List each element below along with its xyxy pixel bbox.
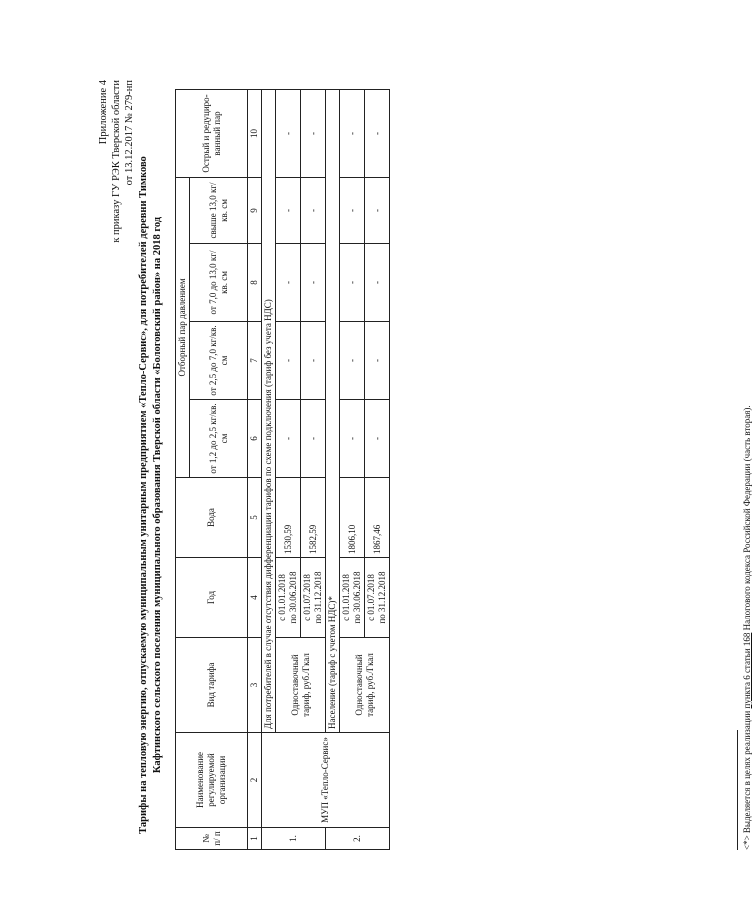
col-number: 3 — [248, 638, 262, 733]
section-label: Для потребителей в случае отсутствия дифференциации тарифов по схеме подключения (тариф без учета НДС) — [262, 89, 276, 732]
water-value: 1582,59 — [301, 478, 326, 558]
header-steam-3: от 7,0 до 13,0 кг/кв. см — [190, 244, 248, 322]
period-from: с 01.07.2018 — [302, 574, 312, 621]
period-from: с 01.01.2018 — [277, 574, 287, 621]
appendix-date: от 13.12.2017 № 279-нп — [124, 80, 135, 186]
steam-4-value: - — [276, 177, 301, 243]
steam-1-value: - — [276, 400, 301, 478]
steam-4-value: - — [301, 177, 326, 243]
water-value: 1867,46 — [365, 478, 390, 558]
header-num: № п/ п — [176, 828, 248, 850]
water-value: 1806,10 — [340, 478, 365, 558]
header-sharp-steam: Острый и редуциро-ванный пар — [176, 89, 248, 177]
title-line-2: Кафтинского сельского поселения муниципального образования Тверской области «Бологовский район» на 2018 год — [152, 216, 163, 774]
row-number: 1. — [262, 828, 326, 850]
col-number: 8 — [248, 244, 262, 322]
footnote-text-start: <*> Выделяется в целях реализации — [742, 708, 752, 850]
steam-3-value: - — [365, 244, 390, 322]
period-cell — [365, 558, 390, 638]
steam-2-value: - — [301, 322, 326, 400]
period-to: по 31.12.2018 — [377, 571, 387, 624]
water-value: 1530,59 — [276, 478, 301, 558]
org-name: МУП «Тепло-Сервис» — [262, 733, 390, 828]
tariff-type: Одноставочный тариф, руб./Гкал — [340, 638, 390, 733]
steam-3-value: - — [340, 244, 365, 322]
steam-4-value: - — [365, 177, 390, 243]
period-cell — [301, 558, 326, 638]
header-steam-4: свыше 13,0 кг/кв. см — [190, 177, 248, 243]
steam-1-value: - — [365, 400, 390, 478]
col-number: 10 — [248, 89, 262, 177]
header-steam-2: от 2,5 до 7,0 кг/кв. см — [190, 322, 248, 400]
header-row-1 — [176, 89, 190, 849]
appendix-title: Приложение 4 — [98, 80, 109, 145]
col-number: 7 — [248, 322, 262, 400]
header-org: Наименование регулируемой организации — [176, 733, 248, 828]
section-label: Население (тариф с учетом НДС)* — [326, 89, 340, 732]
col-number: 4 — [248, 558, 262, 638]
col-number: 5 — [248, 478, 262, 558]
steam-3-value: - — [276, 244, 301, 322]
section-row — [262, 89, 276, 849]
column-number-row — [248, 89, 262, 849]
header-year: Год — [176, 558, 248, 638]
col-number: 2 — [248, 733, 262, 828]
steam-1-value: - — [301, 400, 326, 478]
tariff-type: Одноставочный тариф, руб./Гкал — [276, 638, 326, 733]
period-cell — [276, 558, 301, 638]
col-number: 6 — [248, 400, 262, 478]
sharp-steam-value: - — [301, 89, 326, 177]
period-to: по 30.06.2018 — [352, 571, 362, 624]
title-line-1: Тарифы на тепловую энергию, отпускаемую муниципальным унитарным предприятием «Тепло-Сервис», для потребителей деревни Тимково — [138, 156, 149, 834]
header-water: Вода — [176, 478, 248, 558]
header-steam-group: Отборный пар давлением — [176, 177, 190, 477]
steam-4-value: - — [340, 177, 365, 243]
header-steam-1: от 1,2 до 2,5 кг/кв. см — [190, 400, 248, 478]
appendix-header — [97, 80, 136, 243]
footnote-divider — [737, 730, 738, 850]
period-to: по 30.06.2018 — [288, 571, 298, 624]
period-cell — [340, 558, 365, 638]
period-from: с 01.07.2018 — [366, 574, 376, 621]
tariff-table — [175, 89, 390, 850]
steam-3-value: - — [301, 244, 326, 322]
sharp-steam-value: - — [340, 89, 365, 177]
steam-2-value: - — [340, 322, 365, 400]
steam-2-value: - — [365, 322, 390, 400]
col-number: 1 — [248, 828, 262, 850]
header-tariff-type: Вид тарифа — [176, 638, 248, 733]
footnote-link[interactable]: пункта 6 статьи 168 — [742, 632, 752, 709]
sharp-steam-value: - — [365, 89, 390, 177]
sharp-steam-value: - — [276, 89, 301, 177]
col-number: 9 — [248, 177, 262, 243]
steam-1-value: - — [340, 400, 365, 478]
period-from: с 01.01.2018 — [341, 574, 351, 621]
period-to: по 31.12.2018 — [313, 571, 323, 624]
footnote — [742, 405, 753, 850]
row-number: 2. — [326, 828, 390, 850]
document-title — [137, 125, 165, 865]
appendix-order: к приказу ГУ РЭК Тверской области — [111, 80, 122, 243]
steam-2-value: - — [276, 322, 301, 400]
footnote-text-end: Налогового кодекса Российской Федерации (часть вторая). — [742, 405, 752, 633]
